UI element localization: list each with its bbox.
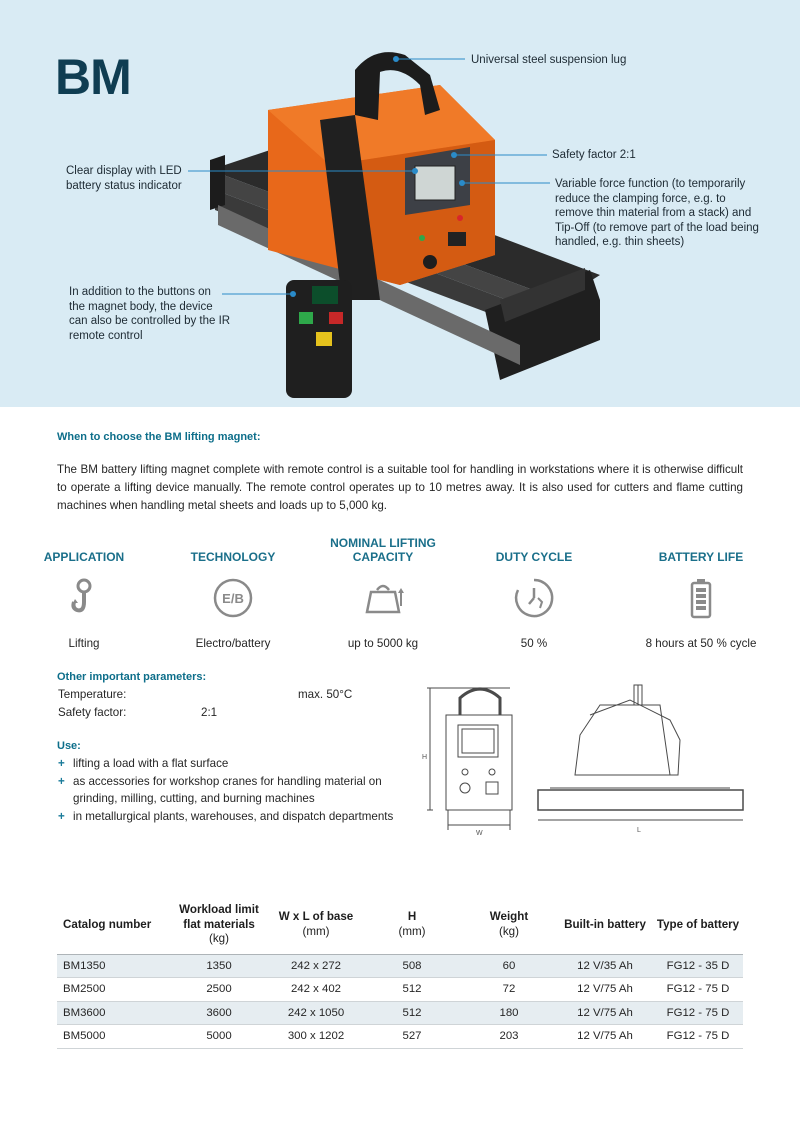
feature-application [19, 530, 149, 652]
weight-icon [361, 576, 405, 620]
feature-value: Electro/battery [195, 637, 271, 650]
use-heading: Use: [57, 740, 81, 752]
table-row: BM2500 2500 242 x 402 512 72 12 V/75 Ah FG12 - 75 D [57, 978, 743, 1002]
column-header: Type of battery [653, 896, 743, 954]
column-header: Workload limit flat materials (kg) [169, 896, 269, 954]
dimension-l-label: L [637, 827, 641, 834]
column-header: W x L of base (mm) [269, 896, 363, 954]
product-brand-title: BM [55, 49, 131, 105]
callout-display: Clear display with LED battery status indicator [66, 165, 182, 192]
hook-icon [62, 576, 106, 620]
intro-paragraph: The BM battery lifting magnet complete with remote control is a suitable tool for handling in workstations where it is otherwise difficult to operate a lifting device manually. The remote control operates up to 10 metres away. It is also used for cutters and flame cutting machines when handling metal sheets and loads up to 5,000 kg. [57, 463, 743, 512]
column-header: H (mm) [363, 896, 461, 954]
table-row: BM5000 5000 300 x 1202 527 203 12 V/75 Ah FG12 - 75 D [57, 1025, 743, 1049]
clock-icon [512, 576, 556, 620]
feature-heading: APPLICATION [43, 550, 125, 564]
callout-safety-factor: Safety factor 2:1 [552, 149, 636, 161]
battery-icon [679, 576, 723, 620]
feature-heading: TECHNOLOGY [190, 550, 276, 564]
callout-variable-force: Variable force function (to temporarily reduce the clamping force, e.g. to remove thin material from a stack) and Tip-Off (to remove part of the load being handled, e.g. thin sheets) [555, 178, 759, 248]
table-header-row [57, 896, 743, 954]
eb-technology-icon [211, 576, 255, 620]
list-item: + in metallurgical plants, warehouses, and dispatch departments [58, 810, 394, 824]
intro-heading: When to choose the BM lifting magnet: [57, 431, 261, 443]
catalog-table [57, 896, 743, 1049]
feature-value: 8 hours at 50 % cycle [645, 637, 757, 650]
safety-factor-value: 2:1 [201, 706, 218, 719]
table-row: BM1350 1350 242 x 272 508 60 12 V/35 Ah FG12 - 35 D [57, 954, 743, 978]
use-list [58, 755, 398, 826]
feature-technology [168, 530, 298, 652]
feature-battery-life [636, 530, 766, 652]
feature-duty-cycle [469, 530, 599, 652]
feature-heading: NOMINAL LIFTING CAPACITY [330, 536, 436, 564]
svg-text:E/B: E/B [222, 591, 244, 606]
feature-value: 50 % [520, 637, 548, 650]
feature-capacity [318, 530, 448, 652]
list-item: + as accessories for workshop cranes for handling material on grinding, milling, cutting, and burning machines [58, 774, 382, 806]
hero-banner [0, 0, 800, 407]
column-header: Catalog number [57, 896, 169, 954]
temperature-label: Temperature: [58, 688, 127, 701]
table-row: BM3600 3600 242 x 1050 512 180 12 V/75 Ah FG12 - 75 D [57, 1001, 743, 1025]
feature-value: Lifting [68, 637, 100, 650]
feature-heading: BATTERY LIFE [658, 550, 744, 564]
callout-suspension-lug: Universal steel suspension lug [471, 54, 627, 66]
dimension-h-label: H [422, 754, 428, 761]
column-header: Built-in battery [557, 896, 653, 954]
callout-remote-control: In addition to the buttons on the magnet body, the device can also be controlled by the IR remote control [69, 286, 231, 342]
list-item: + lifting a load with a flat surface [58, 757, 229, 770]
feature-heading: DUTY CYCLE [495, 550, 573, 564]
technical-drawing [410, 680, 755, 850]
temperature-value: max. 50°C [298, 688, 353, 701]
dimension-w-label: W [476, 830, 483, 837]
feature-value: up to 5000 kg [347, 637, 419, 650]
safety-factor-label: Safety factor: [58, 706, 127, 719]
column-header: Weight (kg) [461, 896, 557, 954]
params-heading: Other important parameters: [57, 671, 207, 683]
